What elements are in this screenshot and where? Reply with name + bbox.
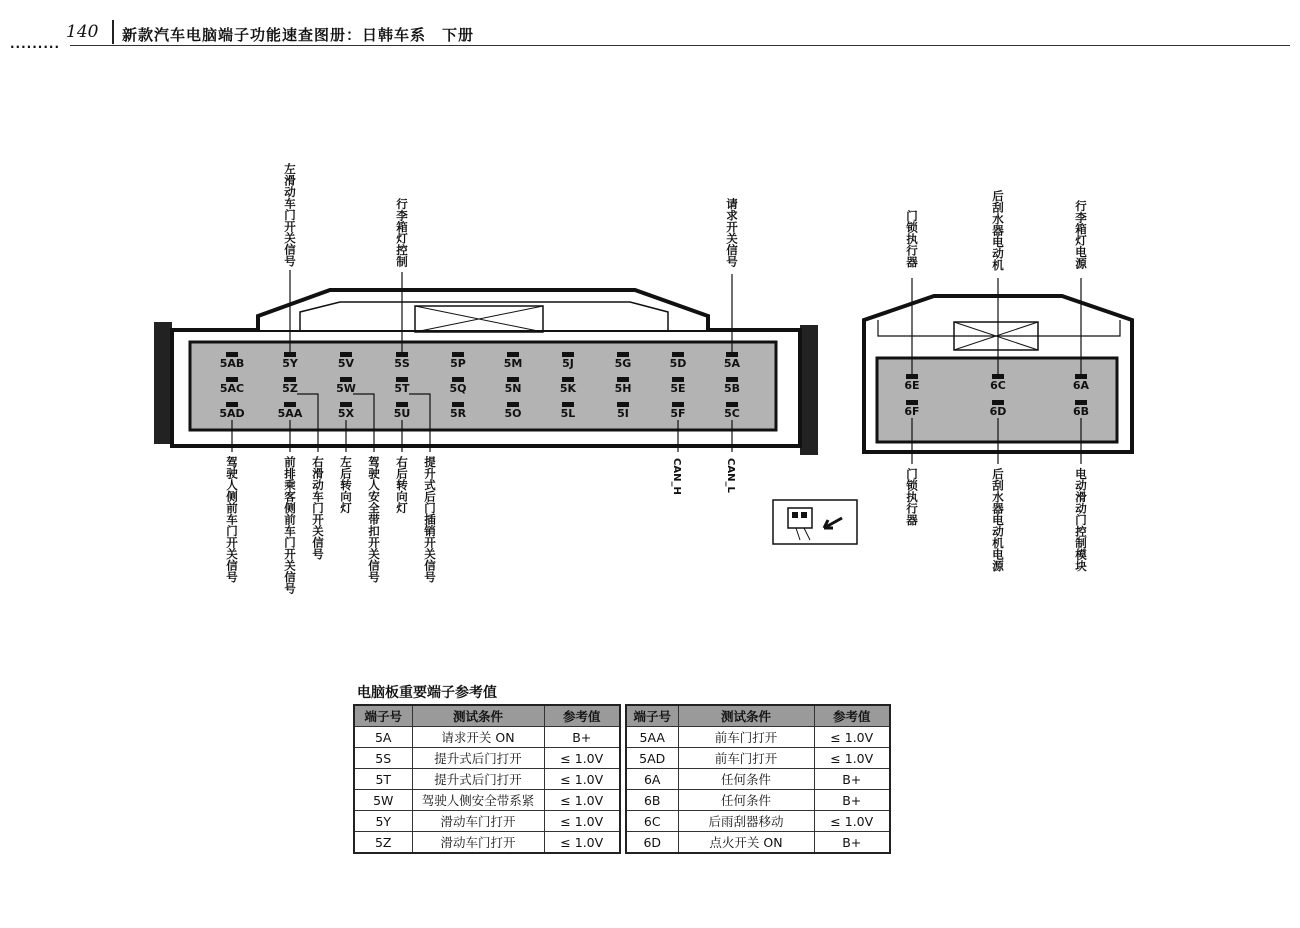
label-6f: 门锁执行器 bbox=[905, 468, 919, 526]
value-cell: B+ bbox=[814, 769, 890, 790]
label-6a: 行李箱灯电源 bbox=[1074, 200, 1088, 269]
condition-cell: 提升式后门打开 bbox=[412, 769, 544, 790]
pin-6f-label: 6F bbox=[904, 405, 920, 418]
column-header: 端子号 bbox=[626, 705, 678, 727]
table-row bbox=[626, 748, 890, 769]
table-row bbox=[354, 790, 620, 811]
connector-view-icon bbox=[773, 500, 857, 544]
label-6b: 电动滑动门控制模块 bbox=[1074, 468, 1088, 572]
table-row bbox=[626, 790, 890, 811]
pin-5l-label: 5L bbox=[560, 407, 576, 420]
pin-6d-label: 6D bbox=[989, 405, 1007, 418]
label-5z: 右滑动车门开关信号 bbox=[311, 456, 325, 560]
terminal-cell: 5AD bbox=[626, 748, 678, 769]
condition-cell: 任何条件 bbox=[678, 769, 814, 790]
column-header: 测试条件 bbox=[678, 705, 814, 727]
label-5u: 右后转向灯 bbox=[395, 456, 409, 514]
terminal-cell: 5Y bbox=[354, 811, 412, 832]
column-header: 参考值 bbox=[544, 705, 620, 727]
pin-5ad-label: 5AD bbox=[219, 407, 245, 420]
value-cell: ≤ 1.0V bbox=[814, 811, 890, 832]
value-cell: ≤ 1.0V bbox=[544, 769, 620, 790]
label-6d: 后刮水器电动机电源 bbox=[991, 468, 1005, 572]
pin-5m-label: 5M bbox=[503, 357, 523, 370]
label-5w: 驾驶人安全带扣开关信号 bbox=[367, 456, 381, 583]
pin-5s-label: 5S bbox=[394, 357, 410, 370]
book-title: 新款汽车电脑端子功能速查图册：日韩车系 下册 bbox=[122, 26, 475, 44]
value-cell: ≤ 1.0V bbox=[544, 790, 620, 811]
label-5t: 提升式后门插销开关信号 bbox=[423, 456, 437, 583]
label-5s: 行李箱灯控制 bbox=[395, 198, 409, 267]
condition-cell: 点火开关 ON bbox=[678, 832, 814, 854]
condition-cell: 滑动车门打开 bbox=[412, 832, 544, 854]
condition-cell: 请求开关 ON bbox=[412, 727, 544, 748]
pin-5g-label: 5G bbox=[614, 357, 632, 370]
table-row bbox=[626, 727, 890, 748]
pin-5d-label: 5D bbox=[669, 357, 687, 370]
table-row bbox=[354, 832, 620, 854]
pin-5w-label: 5W bbox=[336, 382, 356, 395]
table-row bbox=[354, 811, 620, 832]
terminal-cell: 5W bbox=[354, 790, 412, 811]
label-5aa: 前排乘客侧前车门开关信号 bbox=[283, 456, 297, 594]
pin-5y-label: 5Y bbox=[282, 357, 298, 370]
table-row bbox=[626, 832, 890, 854]
pin-5u-label: 5U bbox=[393, 407, 411, 420]
pin-5i-label: 5I bbox=[617, 407, 629, 420]
table-row bbox=[354, 727, 620, 748]
terminal-cell: 5A bbox=[354, 727, 412, 748]
condition-cell: 滑动车门打开 bbox=[412, 811, 544, 832]
pin-5a-label: 5A bbox=[723, 357, 741, 370]
label-5x: 左后转向灯 bbox=[339, 456, 353, 514]
pin-5ab-label: 5AB bbox=[219, 357, 245, 370]
terminal-cell: 6A bbox=[626, 769, 678, 790]
table-row bbox=[354, 748, 620, 769]
condition-cell: 前车门打开 bbox=[678, 727, 814, 748]
header-dots: ········· bbox=[10, 40, 61, 54]
pin-5f-label: 5F bbox=[670, 407, 686, 420]
pin-5h-label: 5H bbox=[614, 382, 632, 395]
condition-cell: 后雨刮器移动 bbox=[678, 811, 814, 832]
reference-table-right bbox=[625, 704, 891, 854]
pin-6e-label: 6E bbox=[904, 379, 920, 392]
terminal-cell: 6C bbox=[626, 811, 678, 832]
column-header: 测试条件 bbox=[412, 705, 544, 727]
value-cell: ≤ 1.0V bbox=[814, 748, 890, 769]
pin-5e-label: 5E bbox=[670, 382, 686, 395]
value-cell: ≤ 1.0V bbox=[544, 832, 620, 854]
connector-5-housing bbox=[154, 290, 818, 455]
page-number: 140 bbox=[66, 22, 99, 42]
table-row bbox=[354, 769, 620, 790]
pin-5c-label: 5C bbox=[724, 407, 740, 420]
label-5ad: 驾驶人侧前车门开关信号 bbox=[225, 456, 239, 583]
pin-6a-label: 6A bbox=[1072, 379, 1090, 392]
pin-5z-label: 5Z bbox=[282, 382, 298, 395]
condition-cell: 任何条件 bbox=[678, 790, 814, 811]
pin-5p-label: 5P bbox=[450, 357, 466, 370]
table-title: 电脑板重要端子参考值 bbox=[357, 685, 497, 701]
condition-cell: 提升式后门打开 bbox=[412, 748, 544, 769]
value-cell: B+ bbox=[544, 727, 620, 748]
column-header: 端子号 bbox=[354, 705, 412, 727]
pin-5o-label: 5O bbox=[504, 407, 522, 420]
value-cell: B+ bbox=[814, 832, 890, 854]
value-cell: ≤ 1.0V bbox=[544, 811, 620, 832]
pin-6b-label: 6B bbox=[1072, 405, 1090, 418]
label-5y: 左滑动车门开关信号 bbox=[283, 163, 297, 267]
terminal-cell: 5S bbox=[354, 748, 412, 769]
reference-table-left bbox=[353, 704, 621, 854]
label-6e: 门锁执行器 bbox=[905, 210, 919, 268]
table-row bbox=[626, 811, 890, 832]
pin-5n-label: 5N bbox=[504, 382, 522, 395]
label-5c: CAN_L bbox=[725, 458, 736, 493]
pin-5ac-label: 5AC bbox=[219, 382, 245, 395]
terminal-cell: 6B bbox=[626, 790, 678, 811]
pin-5q-label: 5Q bbox=[449, 382, 467, 395]
condition-cell: 前车门打开 bbox=[678, 748, 814, 769]
table-row bbox=[626, 769, 890, 790]
pin-5aa-label: 5AA bbox=[277, 407, 303, 420]
pin-5r-label: 5R bbox=[449, 407, 467, 420]
column-header: 参考值 bbox=[814, 705, 890, 727]
pin-5j-label: 5J bbox=[562, 357, 574, 370]
terminal-cell: 6D bbox=[626, 832, 678, 854]
terminal-cell: 5Z bbox=[354, 832, 412, 854]
value-cell: ≤ 1.0V bbox=[814, 727, 890, 748]
terminal-cell: 5AA bbox=[626, 727, 678, 748]
label-6c: 后刮水器电动机 bbox=[991, 190, 1005, 271]
pin-5b-label: 5B bbox=[723, 382, 741, 395]
label-5f: CAN_H bbox=[671, 458, 682, 495]
pin-5k-label: 5K bbox=[559, 382, 577, 395]
value-cell: ≤ 1.0V bbox=[544, 748, 620, 769]
label-5a: 请求开关信号 bbox=[725, 198, 739, 267]
pin-6c-label: 6C bbox=[990, 379, 1006, 392]
pin-5x-label: 5X bbox=[337, 407, 355, 420]
pin-5t-label: 5T bbox=[394, 382, 410, 395]
terminal-cell: 5T bbox=[354, 769, 412, 790]
condition-cell: 驾驶人侧安全带系紧 bbox=[412, 790, 544, 811]
pin-5v-label: 5V bbox=[337, 357, 355, 370]
value-cell: B+ bbox=[814, 790, 890, 811]
